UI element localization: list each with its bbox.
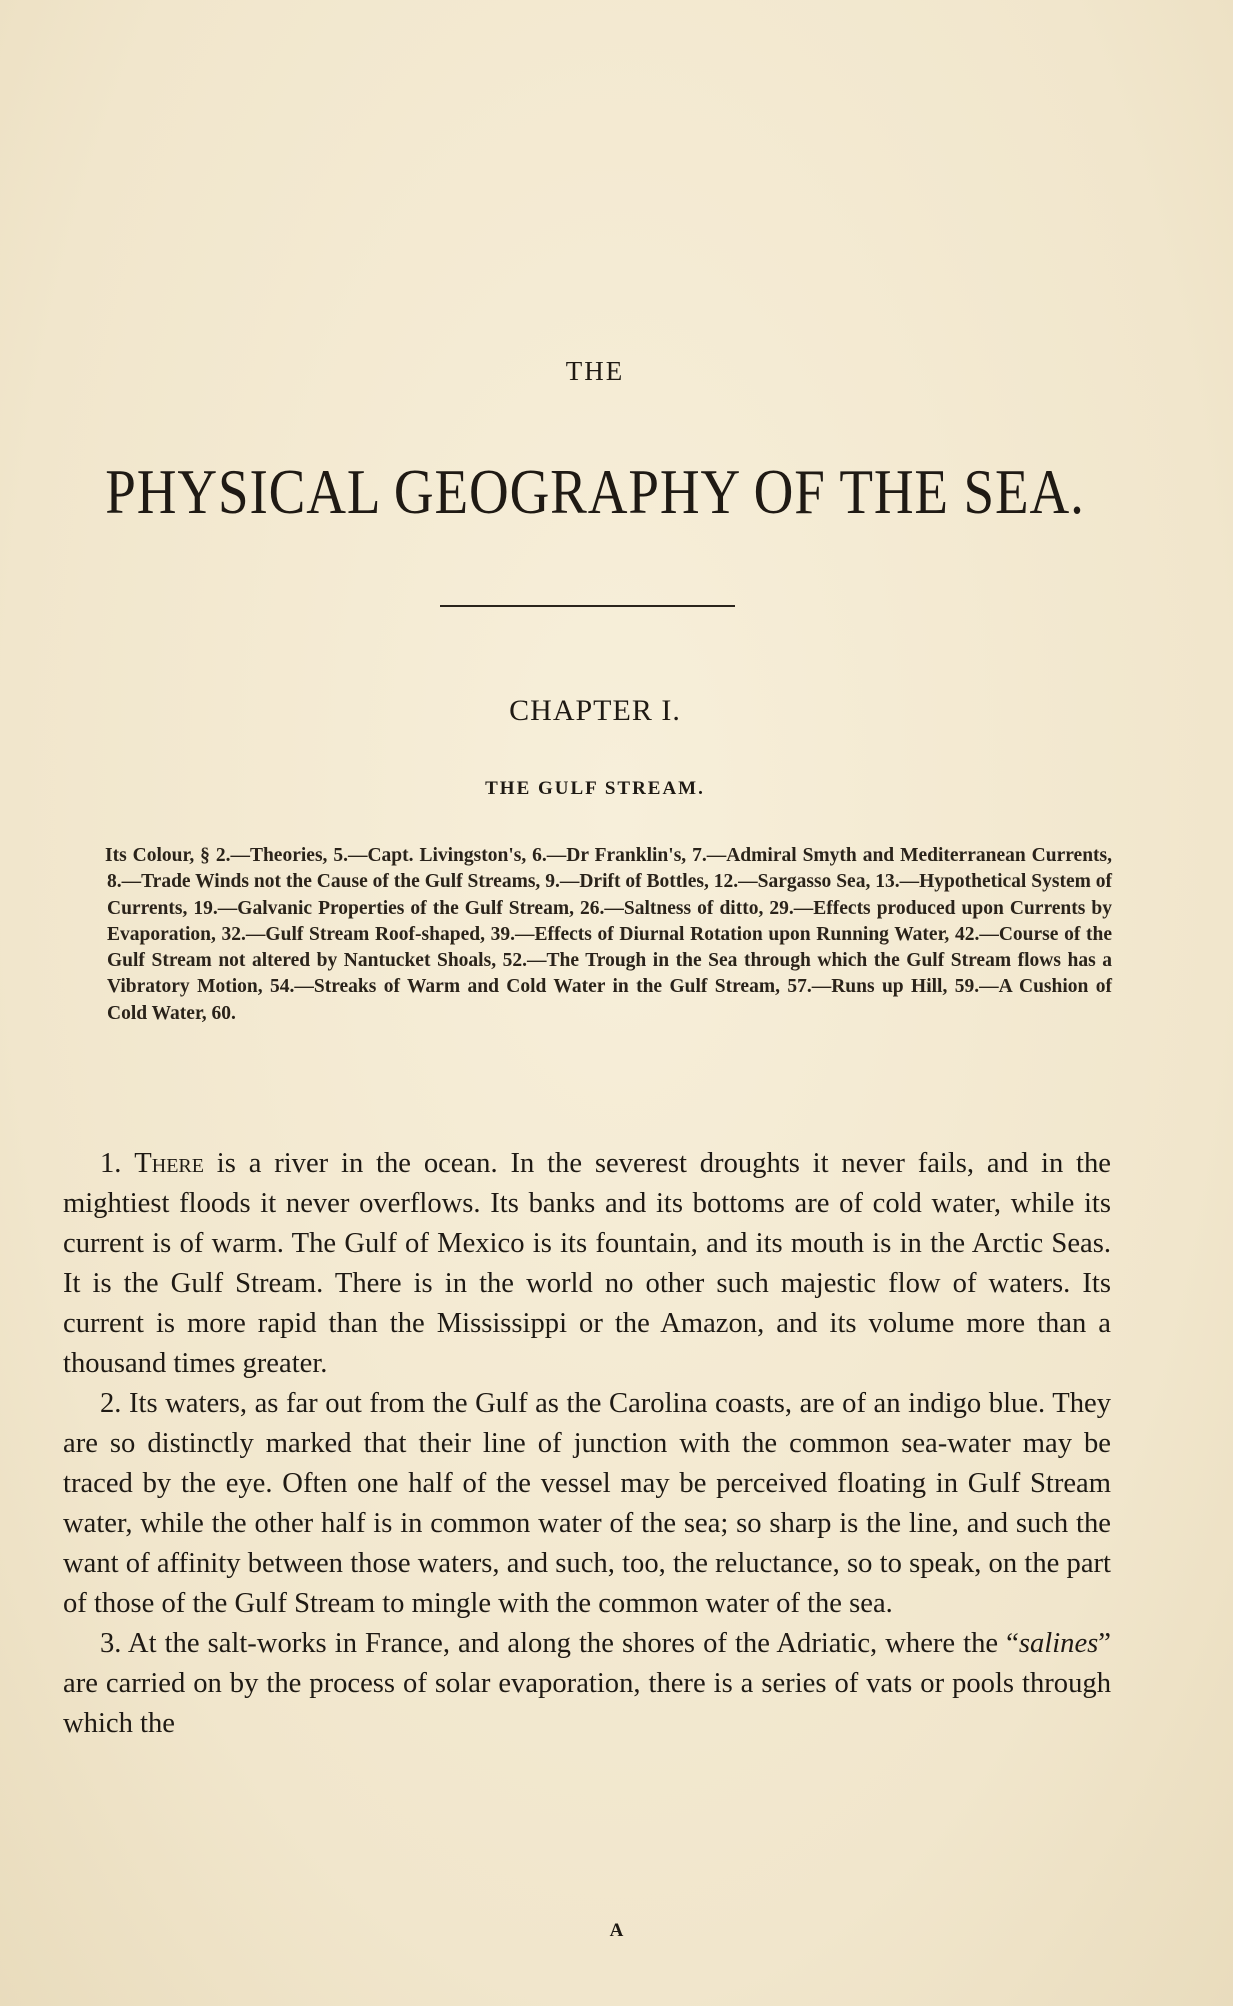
paragraph-3-italic: salines	[1018, 1628, 1099, 1659]
body-text	[63, 1144, 1111, 1744]
paragraph-3	[63, 1624, 1111, 1744]
paragraph-1-number: 1.	[100, 1148, 122, 1179]
section-title: THE GULF STREAM.	[485, 778, 705, 799]
pre-title: THE	[565, 356, 625, 386]
chapter-heading: CHAPTER I.	[509, 694, 681, 727]
paragraph-1-lead-word: There	[134, 1148, 204, 1179]
paragraph-1-text: is a river in the ocean. In the severest droughts it never fails, and in the mightiest floods it never overflows. Its banks and its bottoms are of cold water, while its current is of warm. The Gulf of Mexico is its fountain, and its mouth is in the Arctic Seas. It is the Gulf Stream. There is in the world no other such majestic flow of waters. Its current is more rapid than the Mississippi or the Amazon, and its volume more than a thousand times greater.	[63, 1148, 1111, 1379]
paragraph-3-text-end: ” are carried on by the process of solar evaporation, there is a series of vats or pools through which the	[63, 1628, 1111, 1739]
signature-mark: A	[609, 1920, 624, 1941]
paragraph-1	[63, 1144, 1111, 1384]
title-divider	[440, 605, 735, 607]
paragraph-3-text-start: 3. At the salt-works in France, and along the shores of the Adriatic, where the “	[100, 1628, 1019, 1659]
book-title: PHYSICAL GEOGRAPHY OF THE SEA.	[105, 456, 1085, 527]
paragraph-2: 2. Its waters, as far out from the Gulf as the Carolina coasts, are of an indigo blue. They are so distinctly marked that their line of junction with the common sea-water may be traced by the eye. Often one half of the vessel may be perceived floating in Gulf Stream water, while the other half is in common water of the sea; so sharp is the line, and such the want of affinity between those waters, and such, too, the reluctance, so to speak, on the part of those of the Gulf Stream to mingle with the common water of the sea.	[63, 1388, 1111, 1619]
chapter-synopsis: Its Colour, § 2.—Theories, 5.—Capt. Livingston's, 6.—Dr Franklin's, 7.—Admiral Smyth and Mediterranean Currents, 8.—Trade Winds not the Cause of the Gulf Streams, 9.—Drift of Bottles, 12.—Sargasso Sea, 13.—Hypothetical System of Currents, 19.—Galvanic Properties of the Gulf Stream, 26.—Saltness of ditto, 29.—Effects produced upon Currents by Evaporation, 32.—Gulf Stream Roof-shaped, 39.—Effects of Diurnal Rotation upon Running Water, 42.—Course of the Gulf Stream not altered by Nantucket Shoals, 52.—The Trough in the Sea through which the Gulf Stream flows has a Vibratory Motion, 54.—Streaks of Warm and Cold Water in the Gulf Stream, 57.—Runs up Hill, 59.—A Cushion of Cold Water, 60.	[105, 845, 1112, 1024]
